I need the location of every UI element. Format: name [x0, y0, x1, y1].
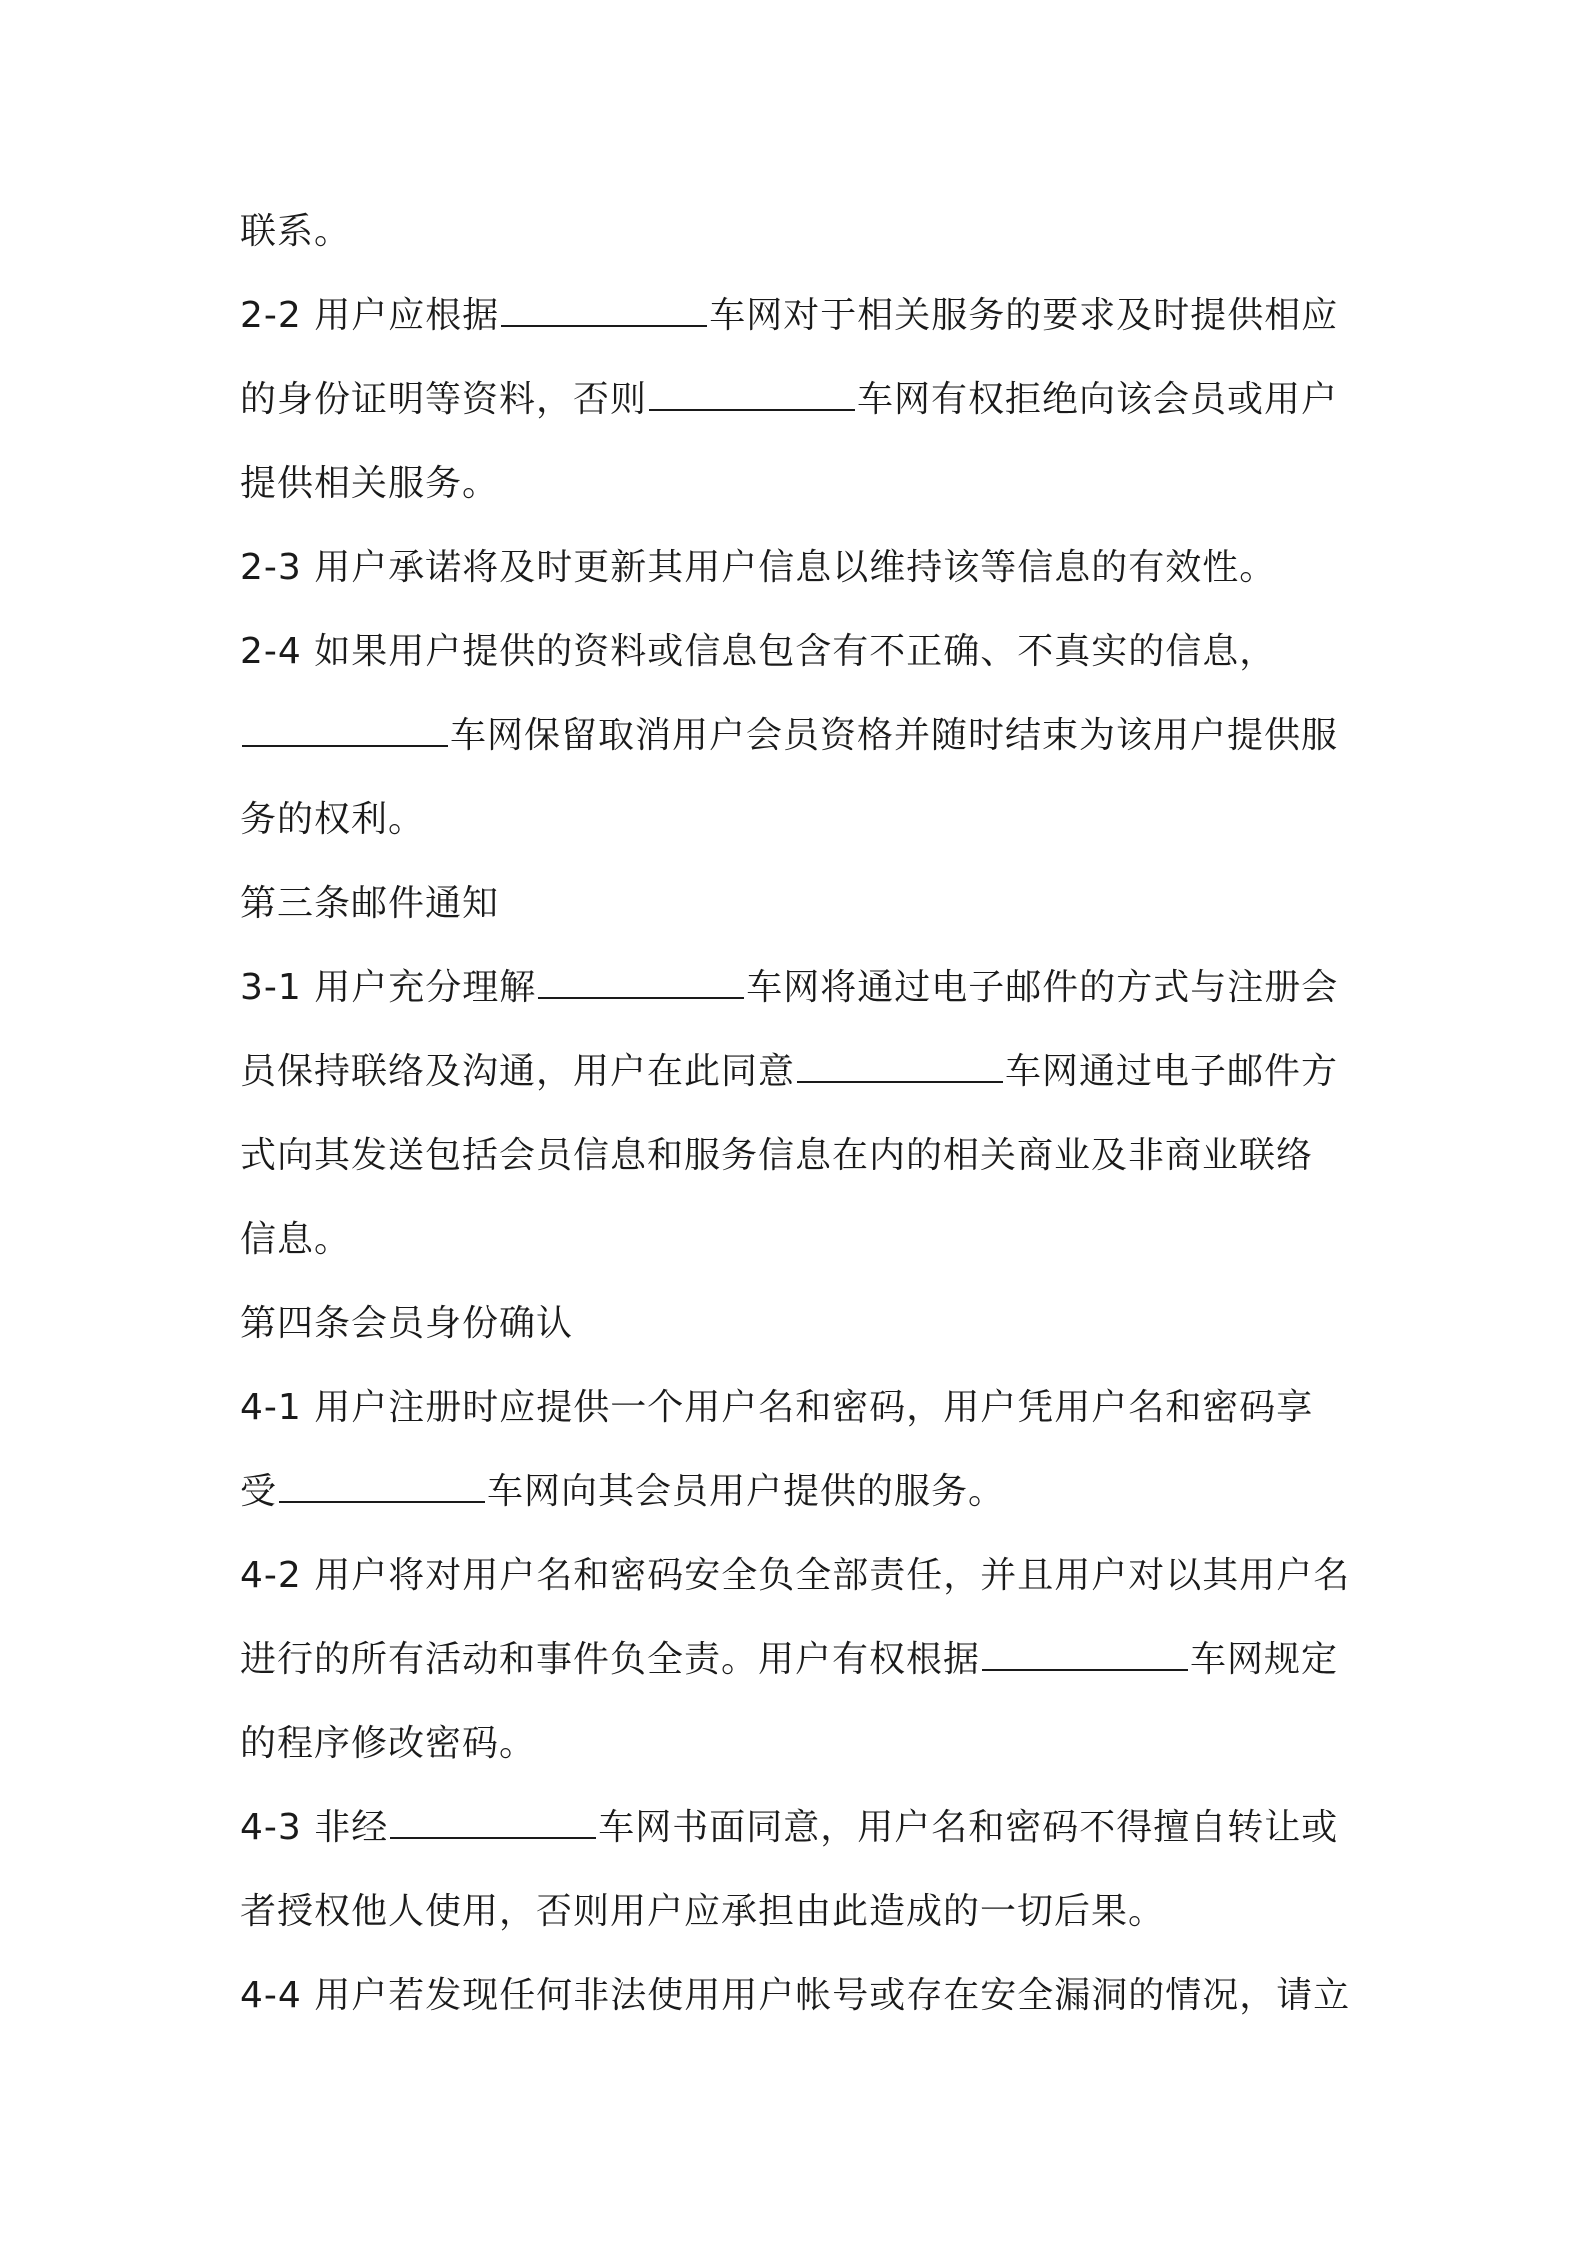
text-line [240, 694, 1360, 778]
text-line [240, 274, 1360, 358]
text-segment: 4-4 用户若发现任何非法使用用户帐号或存在安全漏洞的情况，请立 [240, 1975, 1351, 2016]
text-segment: 车网书面同意，用户名和密码不得擅自转让或 [598, 1807, 1339, 1848]
text-line [240, 526, 1360, 610]
text-line [240, 1870, 1360, 1954]
blank-fill-line [649, 379, 855, 411]
text-segment: 员保持联络及沟通，用户在此同意 [240, 1051, 796, 1092]
text-segment: 2-3 用户承诺将及时更新其用户信息以维持该等信息的有效性。 [240, 547, 1277, 588]
text-line [240, 778, 1360, 862]
text-line [240, 862, 1360, 946]
text-segment: 车网规定 [1190, 1639, 1339, 1680]
text-segment: 联系。 [240, 211, 352, 252]
text-segment: 车网保留取消用户会员资格并随时结束为该用户提供服 [450, 715, 1339, 756]
blank-fill-line [390, 1807, 596, 1839]
blank-fill-line [279, 1471, 485, 1503]
text-line [240, 1954, 1360, 2038]
text-segment: 3-1 用户充分理解 [240, 967, 537, 1008]
text-segment: 受 [240, 1471, 278, 1512]
text-line [240, 1450, 1360, 1534]
text-line [240, 1282, 1360, 1366]
text-line [240, 946, 1360, 1030]
text-segment: 车网对于相关服务的要求及时提供相应 [709, 295, 1339, 336]
text-line [240, 1114, 1360, 1198]
text-line [240, 358, 1360, 442]
blank-fill-line [501, 295, 707, 327]
text-line [240, 1618, 1360, 1702]
text-segment: 车网有权拒绝向该会员或用户 [857, 379, 1339, 420]
text-segment: 4-1 用户注册时应提供一个用户名和密码，用户凭用户名和密码享 [240, 1387, 1314, 1428]
text-segment: 2-2 用户应根据 [240, 295, 500, 336]
text-segment: 第三条邮件通知 [240, 883, 500, 924]
blank-fill-line [538, 967, 744, 999]
text-line [240, 190, 1360, 274]
text-line [240, 1030, 1360, 1114]
text-line [240, 1702, 1360, 1786]
blank-fill-line [982, 1639, 1188, 1671]
text-line [240, 1366, 1360, 1450]
text-segment: 提供相关服务。 [240, 463, 500, 504]
text-segment: 进行的所有活动和事件负全责。用户有权根据 [240, 1639, 981, 1680]
text-line [240, 1198, 1360, 1282]
blank-fill-line [242, 715, 448, 747]
text-segment: 务的权利。 [240, 799, 426, 840]
blank-fill-line [797, 1051, 1003, 1083]
text-segment: 信息。 [240, 1219, 352, 1260]
text-segment: 4-2 用户将对用户名和密码安全负全部责任，并且用户对以其用户名 [240, 1555, 1351, 1596]
text-segment: 车网将通过电子邮件的方式与注册会 [746, 967, 1339, 1008]
text-segment: 的程序修改密码。 [240, 1723, 537, 1764]
text-segment: 4-3 非经 [240, 1807, 389, 1848]
text-segment: 2-4 如果用户提供的资料或信息包含有不正确、不真实的信息， [240, 631, 1277, 672]
text-line [240, 1534, 1360, 1618]
text-segment: 车网通过电子邮件方 [1005, 1051, 1339, 1092]
text-segment: 的身份证明等资料，否则 [240, 379, 648, 420]
text-segment: 式向其发送包括会员信息和服务信息在内的相关商业及非商业联络 [240, 1135, 1314, 1176]
text-segment: 车网向其会员用户提供的服务。 [487, 1471, 1006, 1512]
text-line [240, 442, 1360, 526]
text-segment: 者授权他人使用，否则用户应承担由此造成的一切后果。 [240, 1891, 1166, 1932]
text-line [240, 610, 1360, 694]
text-segment: 第四条会员身份确认 [240, 1303, 574, 1344]
text-line [240, 1786, 1360, 1870]
document-body [240, 190, 1360, 2038]
